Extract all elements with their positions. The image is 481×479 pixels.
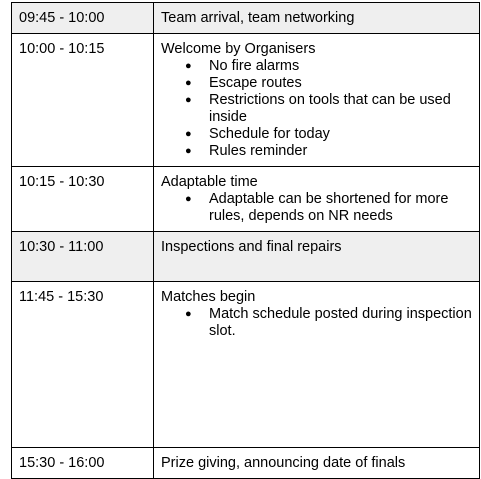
activity-cell: [154, 232, 480, 282]
activity-title: Team arrival, team networking: [161, 10, 355, 26]
activity-title: Matches begin: [161, 289, 256, 305]
time-cell: 10:30 - 11:00: [12, 232, 154, 282]
activity-cell: [154, 34, 480, 167]
time-cell: 10:15 - 10:30: [12, 167, 154, 232]
bullet-list: [161, 58, 472, 160]
schedule-row: [12, 3, 480, 34]
activity-title: Prize giving, announcing date of finals: [161, 455, 406, 471]
activity-cell: [154, 448, 480, 479]
time-cell: 10:00 - 10:15: [12, 34, 154, 167]
bullet-item: ● Rules reminder: [209, 143, 472, 160]
bullet-item: ● Schedule for today: [209, 126, 472, 143]
activity-cell: [154, 3, 480, 34]
bullet-list: [161, 191, 472, 225]
time-cell: 09:45 - 10:00: [12, 3, 154, 34]
schedule-row: [12, 167, 480, 232]
activity-title: Inspections and final repairs: [161, 239, 342, 255]
bullet-item: ● No fire alarms: [209, 58, 472, 75]
time-cell: 11:45 - 15:30: [12, 282, 154, 448]
activity-cell: [154, 167, 480, 232]
bullet-item: ● Adaptable can be shortened for more rules, depends on NR needs: [209, 191, 472, 225]
bullet-list: [161, 306, 472, 340]
time-cell: 15:30 - 16:00: [12, 448, 154, 479]
activity-title: Welcome by Organisers: [161, 41, 316, 57]
bullet-item: ● Restrictions on tools that can be used inside: [209, 92, 472, 126]
bullet-item: ● Match schedule posted during inspection slot.: [209, 306, 472, 340]
activity-title: Adaptable time: [161, 174, 258, 190]
bullet-item: ● Escape routes: [209, 75, 472, 92]
schedule-table: [11, 2, 480, 479]
schedule-row: [12, 232, 480, 282]
activity-cell: [154, 282, 480, 448]
schedule-row: [12, 34, 480, 167]
schedule-row: [12, 448, 480, 479]
schedule-row: [12, 282, 480, 448]
